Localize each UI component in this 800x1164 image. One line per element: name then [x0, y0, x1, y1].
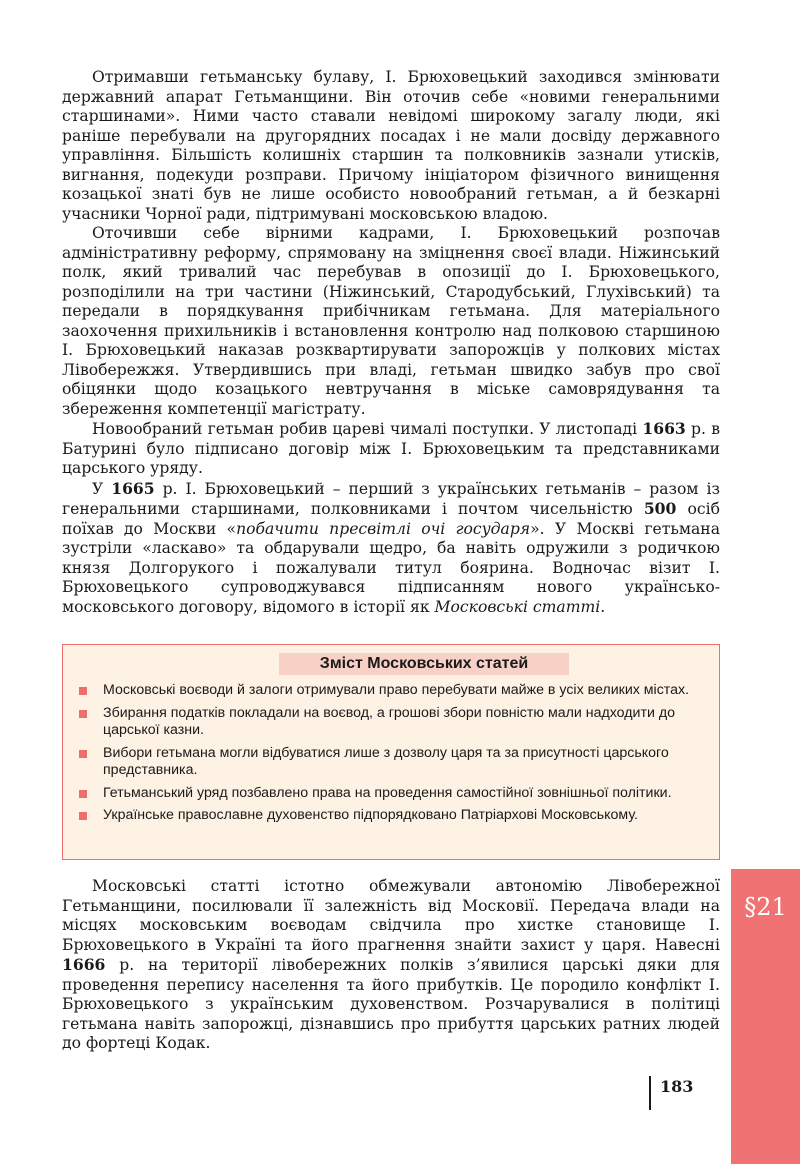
list-item-text: Гетьманський уряд позбавлено права на проведення самостійної зовнішньої політики. — [103, 784, 672, 801]
articles-list — [79, 682, 707, 830]
square-bullet-icon — [79, 687, 87, 695]
list-item — [79, 807, 707, 825]
paragraph-text: Отримавши гетьманську булаву, І. Брюховецький заходився змінювати державний апарат Гетьманщини. Він оточив себе «новими генеральними старшинами». Ними часто ставали невідомі широкому загалу люди, які раніше перебували на другорядних посадах і не мали досвіду державного управління. Більшість колишніх старшин та полковників зазнали утисків, вигнання, подекуди розправи. Причому ініціатором фізичного винищення козацької знаті був не лише особисто новообраний гетьман, а й безкарні учасники Чорної ради, підтримувані московською владою. — [62, 68, 720, 223]
paragraph — [62, 68, 720, 224]
square-bullet-icon — [79, 710, 87, 718]
square-bullet-icon — [79, 790, 87, 798]
paragraph-text: Московські статті істотно обмежували автономію Лівобережної Гетьманщини, посилювали її залежність від Московії. Передача влади на місцях московським воєводам свідчила про хистке становище І. Брюховецького в Україні та його прагнення знайти захист у царя. Навесні — [62, 877, 720, 954]
content-box — [62, 644, 720, 860]
section-label: §21 — [744, 893, 787, 921]
paragraph-text: р. на території лівобережних полків з’явилися царські дяки для проведення перепису населення та його прибутків. Це породило конфлікт І. Брюховецького з українським духовенством. Розчарувалися в політиці гетьмана навіть запорожці, дізнавшись про прибуття царських ратних людей до фортеці Кодак. — [62, 956, 720, 1052]
list-item — [79, 705, 707, 740]
box-title: Зміст Московських статей — [279, 653, 569, 675]
paragraph-text: осіб поїхав до Москви « — [62, 500, 720, 538]
list-item — [79, 745, 707, 780]
paragraph — [62, 224, 720, 419]
paragraph-text: ». У Москві гетьмана зустріли «ласкаво» та обдарували щедро, ба навіть одружили з родичкою князя Долгорукого і пожалували титул боярина. Водночас візит І. Брюховецького супроводжувався підписанням нового українсько-московського договору, відомого в історії як — [62, 519, 720, 616]
paragraph — [62, 419, 720, 479]
page-number: 183 — [660, 1077, 694, 1096]
paragraph-text: . — [600, 597, 606, 616]
paragraph-text: Оточивши себе вірними кадрами, І. Брюховецький розпочав адміністративну реформу, спрямовану на зміцнення своєї влади. Ніжинський полк, який тривалий час перебував в опозиції до І. Брюховецького, розподілили на три частини (Ніжинський, Стародубський, Глухівський) та передали в порядкування прибічникам гетьмана. Для матеріального заохочення прихильників і встановлення контролю над полковою старшиною І. Брюховецький наказав розквартирувати запорожців у полкових містах Лівобережжя. Утвердившись при владі, гетьман швидко забув про свої обіцянки щодо козацького невтручання в міське самоврядування та збереження компетенції магістрату. — [62, 224, 720, 418]
paragraph-text: У — [92, 479, 112, 498]
main-text-top — [62, 68, 720, 617]
page-number-divider — [649, 1076, 651, 1110]
quote: побачити пресвітлі очі государя — [236, 519, 531, 538]
paragraph-text: Новообраний гетьман робив цареві чималі поступки. У листопаді — [92, 420, 643, 438]
number-500: 500 — [643, 499, 677, 518]
list-item-text: Збирання податків покладали на воєвод, а грошові збори повністю мали надходити до царської казни. — [103, 704, 675, 738]
paragraph — [62, 877, 720, 1054]
list-item-text: Вибори гетьмана могли відбуватися лише з дозволу царя та за присутності царського представника. — [103, 744, 669, 778]
square-bullet-icon — [79, 812, 87, 820]
year-1665: 1665 — [111, 478, 155, 498]
section-tab — [731, 869, 800, 1164]
list-item-text: Українське православне духовенство підпорядковано Патріархові Московському. — [103, 807, 638, 823]
paragraph-text: р. І. Брюховецький – перший з українських гетьманів – разом із генеральними старшинами, полковниками і почтом чисельністю — [62, 479, 720, 518]
list-item — [79, 682, 707, 700]
square-bullet-icon — [79, 750, 87, 758]
list-item-text: Московські воєводи й залоги отримували право перебувати майже в усіх великих містах. — [103, 682, 690, 698]
main-text-bottom — [62, 877, 720, 1054]
year-1663: 1663 — [642, 419, 686, 438]
paragraph-text: р. в Батурині було підписано договір між І. Брюховецьким та представниками царського уряду. — [62, 420, 720, 477]
year-1666: 1666 — [62, 955, 106, 974]
paragraph — [62, 479, 720, 618]
term-moskovski-statti: Московські статті — [434, 597, 601, 616]
list-item — [79, 785, 707, 803]
